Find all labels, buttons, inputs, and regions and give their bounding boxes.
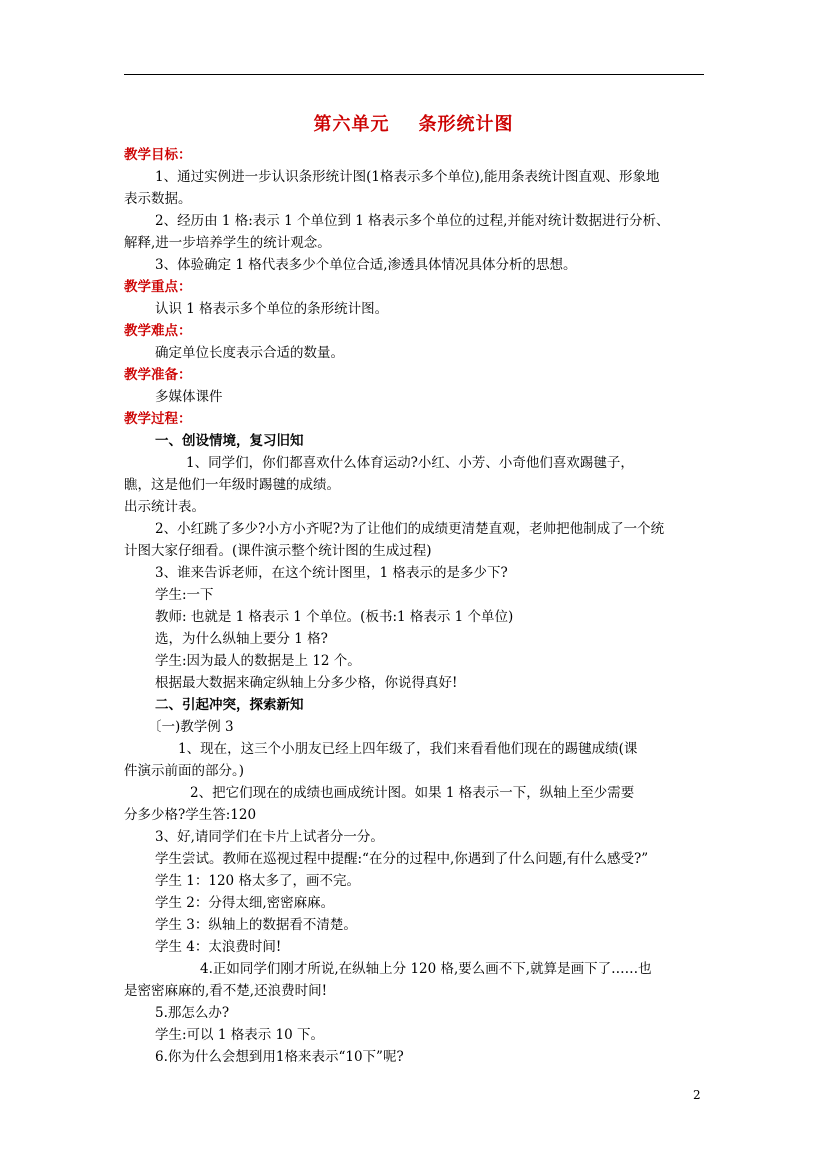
text-line: 认识 1 格表示多个单位的条形统计图。 xyxy=(155,301,389,317)
text-line: 选，为什么纵轴上要分 1 格? xyxy=(155,631,328,647)
text-line: 3、好,请同学们在卡片上试者分一分。 xyxy=(155,829,384,845)
text-line: 教师: 也就是 1 格表示 1 个单位。(板书:1 格表示 1 个单位) xyxy=(155,609,514,625)
text-line: 3、谁来告诉老师，在这个统计图里，1 格表示的是多少下? xyxy=(155,565,508,581)
text-line: 学生:一下 xyxy=(155,587,214,603)
text-line: 1、现在，这三个小朋友已经上四年级了，我们来看看他们现在的踢毽成绩(课 xyxy=(178,741,638,757)
text-line: 1、通过实例进一步认识条形统计图(1格表示多个单位),能用条表统计图直观、形象地 xyxy=(155,169,660,185)
section-heading: 教学重点： xyxy=(124,279,192,295)
text-line: 分多少格?学生答:120 xyxy=(124,807,257,823)
text-line: 学生:因为最人的数据是上 12 个。 xyxy=(155,653,361,669)
text-line: 5.那怎么办? xyxy=(155,1005,230,1021)
text-line: 件演示前面的部分。) xyxy=(124,763,245,779)
text-line: 多媒体课件 xyxy=(155,389,223,405)
text-line: 学生 1：120 格太多了，画不完。 xyxy=(155,873,360,889)
section-heading: 教学准备： xyxy=(124,367,192,383)
text-line: 2、小红跳了多少?小方小齐呢?为了让他们的成绩更清楚直观，老帅把他制成了一个统 xyxy=(155,521,665,537)
text-line: 学生 3：纵轴上的数据看不清楚。 xyxy=(155,917,357,933)
text-line: 学生:可以 1 格表示 10 下。 xyxy=(155,1027,324,1043)
text-line: 学生 2：分得太细,密密麻麻。 xyxy=(155,895,335,911)
subsection-heading: 二、引起冲突，探索新知 xyxy=(155,697,304,713)
text-line: 3、体验确定 1 格代表多少个单位合适,渗透具体情况具体分析的思想。 xyxy=(155,257,577,273)
page-number: 2 xyxy=(693,1088,701,1102)
text-line: 2、经历由 1 格:表示 1 个单位到 1 格表示多个单位的过程,并能对统计数据进行分析、 xyxy=(155,213,670,229)
text-line: 计图大家仔细看。(课件演示整个统计图的生成过程) xyxy=(124,543,432,559)
header-rule xyxy=(124,74,704,75)
text-line: 学生尝试。教师在巡视过程中提醒:“在分的过程中,你遇到了什么问题,有什么感受?” xyxy=(155,851,649,867)
section-heading: 教学难点： xyxy=(124,323,192,339)
text-line: 确定单位长度表示合适的数量。 xyxy=(155,345,344,361)
text-line: 出示统计表。 xyxy=(124,499,205,515)
text-line: 6.你为什么会想到用1格来表示“10下”呢? xyxy=(155,1049,404,1065)
text-line: 1、同学们，你们都喜欢什么体育运动?小红、小芳、小奇他们喜欢踢毽子， xyxy=(186,455,634,471)
text-line: 瞧，这是他们一年级时踢毽的成绩。 xyxy=(124,477,340,493)
text-line: 〔一)教学例 3 xyxy=(148,719,234,735)
section-heading: 教学目标： xyxy=(124,147,192,163)
text-line: 解释,进一步培养学生的统计观念。 xyxy=(124,235,331,251)
section-heading: 教学过程： xyxy=(124,411,192,427)
text-line: 4.正如同学们刚才所说,在纵轴上分 120 格,要么画不下,就算是画下了……也 xyxy=(200,961,652,977)
page-title: 第六单元 条形统计图 xyxy=(313,114,514,135)
text-line: 2、把它们现在的成绩也画成统计图。如果 1 格表示一下，纵轴上至少需要 xyxy=(190,785,635,801)
text-line: 是密密麻麻的,看不楚,还浪费时间! xyxy=(124,983,328,999)
text-line: 学生 4：太浪费时间! xyxy=(155,939,282,955)
text-line: 根据最大数据来确定纵轴上分多少格，你说得真好! xyxy=(155,675,458,691)
text-line: 表示数据。 xyxy=(124,191,192,207)
subsection-heading: 一、创设情境，复习旧知 xyxy=(155,433,304,449)
